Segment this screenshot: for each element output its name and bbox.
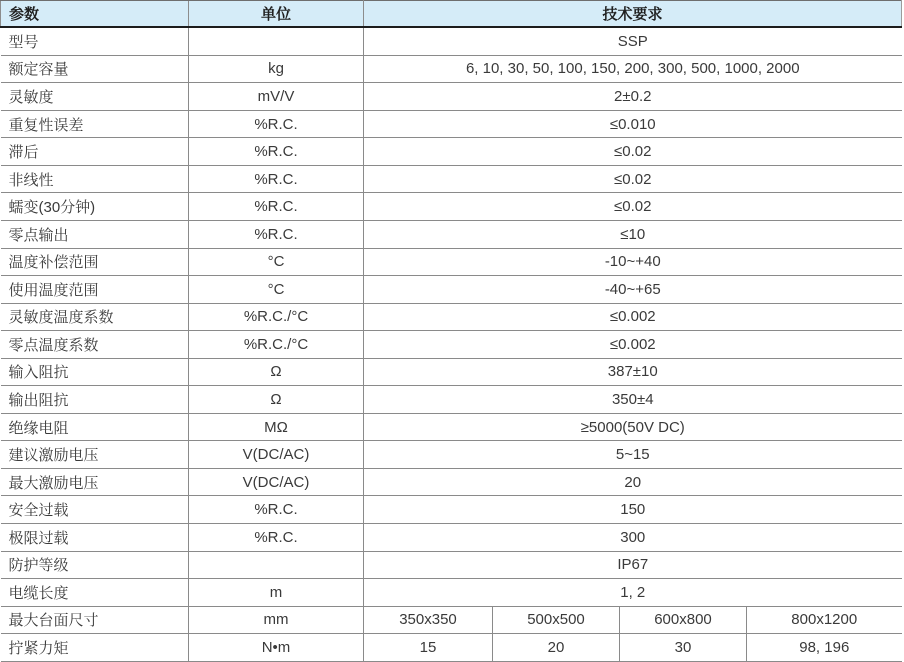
table-row-zero-output (1, 220, 902, 248)
value-cell: 350x350 (364, 606, 493, 634)
value-cell: 350±4 (364, 386, 902, 414)
value-cell: ≤0.02 (364, 138, 902, 166)
unit-label: %R.C. (189, 138, 364, 166)
table-row-model (1, 27, 902, 55)
param-label: 温度补偿范围 (1, 248, 189, 276)
table-row-temp-comp-range (1, 248, 902, 276)
param-label: 灵敏度 (1, 83, 189, 111)
value-cell: ≥5000(50V DC) (364, 413, 902, 441)
unit-label: %R.C. (189, 220, 364, 248)
header-row (1, 1, 902, 28)
param-label: 建议激励电压 (1, 441, 189, 469)
header-param: 参数 (1, 1, 189, 28)
value-cell: 6, 10, 30, 50, 100, 150, 200, 300, 500, 1000, 2000 (364, 55, 902, 83)
table-row-sensitivity (1, 83, 902, 111)
table-row-repeatability (1, 110, 902, 138)
param-label: 灵敏度温度系数 (1, 303, 189, 331)
unit-label: kg (189, 55, 364, 83)
value-cell: 150 (364, 496, 902, 524)
unit-label: mV/V (189, 83, 364, 111)
value-cell: 20 (364, 468, 902, 496)
value-cell: ≤0.010 (364, 110, 902, 138)
value-cell: 387±10 (364, 358, 902, 386)
param-label: 安全过载 (1, 496, 189, 524)
param-label: 最大激励电压 (1, 468, 189, 496)
param-label: 电缆长度 (1, 579, 189, 607)
table-row-capacity (1, 55, 902, 83)
unit-label: °C (189, 248, 364, 276)
table-row-temp-coeff-zero (1, 331, 902, 359)
value-cell: 15 (364, 634, 493, 662)
unit-label: %R.C./°C (189, 303, 364, 331)
value-cell: ≤0.02 (364, 193, 902, 221)
table-row-temp-coeff-sensitivity (1, 303, 902, 331)
table-row-hysteresis (1, 138, 902, 166)
value-cell: 20 (493, 634, 620, 662)
unit-label: m (189, 579, 364, 607)
table-row-protection-class (1, 551, 902, 579)
unit-label: Ω (189, 386, 364, 414)
header-requirement: 技术要求 (364, 1, 902, 28)
param-label: 零点温度系数 (1, 331, 189, 359)
table-row-recommended-excitation (1, 441, 902, 469)
table-row-creep (1, 193, 902, 221)
value-cell: SSP (364, 27, 902, 55)
param-label: 型号 (1, 27, 189, 55)
param-label: 防护等级 (1, 551, 189, 579)
param-label: 使用温度范围 (1, 276, 189, 304)
unit-label: %R.C. (189, 523, 364, 551)
param-label: 最大台面尺寸 (1, 606, 189, 634)
header-unit: 单位 (189, 1, 364, 28)
unit-label: MΩ (189, 413, 364, 441)
unit-label: %R.C. (189, 193, 364, 221)
value-cell: 600x800 (620, 606, 747, 634)
unit-label: %R.C. (189, 110, 364, 138)
table-row-input-impedance (1, 358, 902, 386)
value-cell: ≤0.002 (364, 331, 902, 359)
param-label: 拧紧力矩 (1, 634, 189, 662)
unit-label: %R.C. (189, 496, 364, 524)
param-label: 零点输出 (1, 220, 189, 248)
param-label: 重复性误差 (1, 110, 189, 138)
param-label: 额定容量 (1, 55, 189, 83)
value-cell: ≤0.02 (364, 165, 902, 193)
unit-label (189, 551, 364, 579)
table-row-ultimate-overload (1, 523, 902, 551)
value-cell: 30 (620, 634, 747, 662)
table-row-safe-overload (1, 496, 902, 524)
table-row-max-excitation (1, 468, 902, 496)
param-label: 输出阻抗 (1, 386, 189, 414)
value-cell: ≤10 (364, 220, 902, 248)
value-cell: 1, 2 (364, 579, 902, 607)
value-cell: 800x1200 (747, 606, 902, 634)
unit-label: °C (189, 276, 364, 304)
unit-label: %R.C. (189, 165, 364, 193)
param-label: 输入阻抗 (1, 358, 189, 386)
value-cell: 300 (364, 523, 902, 551)
value-cell: 5~15 (364, 441, 902, 469)
value-cell: -10~+40 (364, 248, 902, 276)
table-row-operating-temp-range (1, 276, 902, 304)
unit-label: V(DC/AC) (189, 441, 364, 469)
param-label: 滞后 (1, 138, 189, 166)
value-cell: 98, 196 (747, 634, 902, 662)
table-row-tightening-torque (1, 634, 902, 662)
param-label: 极限过载 (1, 523, 189, 551)
value-cell: ≤0.002 (364, 303, 902, 331)
value-cell: 500x500 (493, 606, 620, 634)
table-row-max-platform-size (1, 606, 902, 634)
unit-label: %R.C./°C (189, 331, 364, 359)
unit-label: mm (189, 606, 364, 634)
unit-label: Ω (189, 358, 364, 386)
table-row-insulation-resistance (1, 413, 902, 441)
value-cell: IP67 (364, 551, 902, 579)
value-cell: -40~+65 (364, 276, 902, 304)
param-label: 绝缘电阻 (1, 413, 189, 441)
unit-label: N•m (189, 634, 364, 662)
unit-label: V(DC/AC) (189, 468, 364, 496)
table-row-output-impedance (1, 386, 902, 414)
table-row-cable-length (1, 579, 902, 607)
param-label: 非线性 (1, 165, 189, 193)
value-cell: 2±0.2 (364, 83, 902, 111)
param-label: 蠕变(30分钟) (1, 193, 189, 221)
table-row-nonlinearity (1, 165, 902, 193)
unit-label (189, 27, 364, 55)
